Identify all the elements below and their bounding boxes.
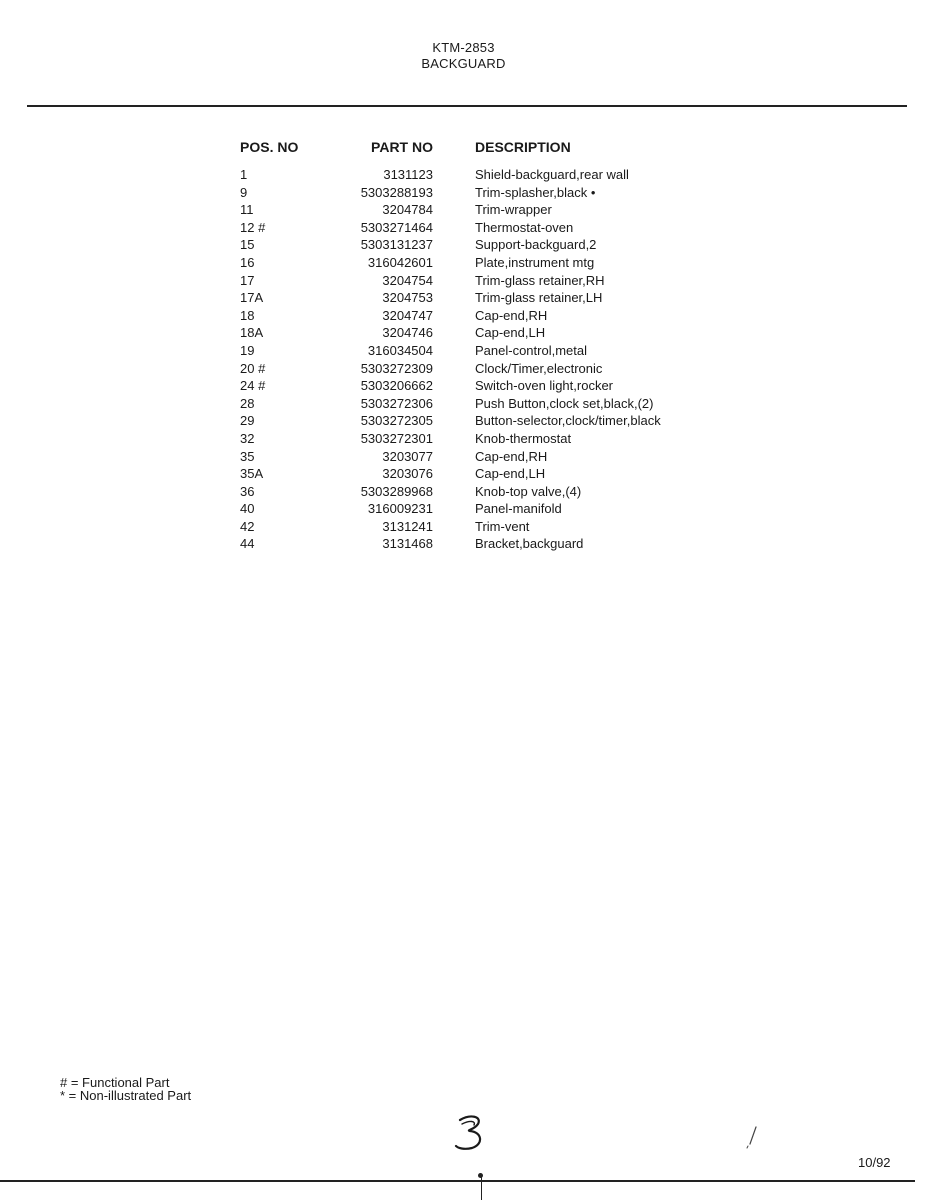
description-cell: Panel-manifold (475, 501, 562, 517)
pos-cell: 15 (240, 237, 255, 253)
table-row (240, 465, 661, 483)
description-cell: Cap-end,LH (475, 325, 546, 341)
description-cell: Trim-splasher,black • (475, 184, 596, 200)
description-cell: Knob-top valve,(4) (475, 483, 582, 499)
part-number-cell: 5303272305 (360, 413, 433, 429)
pos-cell: 17A (240, 290, 264, 306)
part-number-cell: 3204753 (382, 290, 433, 306)
part-number-cell: 3131241 (382, 518, 433, 534)
table-row (240, 500, 661, 518)
part-number-cell: 5303272301 (360, 430, 433, 446)
pos-cell: 12 # (240, 219, 266, 235)
pos-cell: 18 (240, 307, 255, 323)
table-row (240, 324, 661, 342)
part-number-cell: 3204784 (382, 202, 433, 218)
pos-cell: 36 (240, 483, 255, 499)
description-cell: Button-selector,clock/timer,black (475, 413, 661, 429)
table-row (240, 254, 661, 272)
part-number-cell: 5303271464 (360, 219, 433, 235)
model-number: KTM-2853 (432, 40, 495, 55)
table-row (240, 377, 661, 395)
part-number-cell: 3204754 (382, 272, 433, 288)
table-row (240, 342, 661, 360)
pos-cell: 35A (240, 466, 264, 482)
table-row (240, 412, 661, 430)
description-cell: Panel-control,metal (475, 342, 587, 358)
part-number-cell: 3131468 (382, 536, 433, 552)
table-row (240, 236, 661, 254)
description-cell: Switch-oven light,rocker (475, 378, 613, 394)
part-number-cell: 5303131237 (360, 237, 433, 253)
description-cell: Push Button,clock set,black,(2) (475, 395, 654, 411)
description-cell: Trim-vent (475, 518, 530, 534)
table-row (240, 289, 661, 307)
column-header-description: DESCRIPTION (475, 139, 571, 155)
pos-cell: 44 (240, 536, 255, 552)
pos-cell: 18A (240, 325, 264, 341)
part-number-cell: 3131123 (383, 167, 433, 182)
pos-cell: 42 (240, 518, 255, 534)
description-cell: Clock/Timer,electronic (475, 360, 603, 376)
part-number-cell: 316042601 (367, 254, 433, 270)
table-row (240, 307, 661, 325)
binding-tick (481, 1174, 482, 1200)
pos-cell: 32 (240, 430, 255, 446)
part-number-cell: 316009231 (367, 501, 433, 517)
pos-cell: 24 # (240, 378, 266, 394)
section-title: BACKGUARD (421, 56, 506, 71)
parts-table-body (240, 166, 661, 553)
part-number-cell: 3204747 (382, 307, 433, 323)
table-row (240, 483, 661, 501)
pos-cell: 28 (240, 395, 255, 411)
table-row (240, 272, 661, 290)
pos-cell: 20 # (240, 360, 266, 376)
footnote-non-illustrated: * = Non-illustrated Part (60, 1088, 192, 1103)
pos-cell: 16 (240, 254, 255, 270)
bottom-divider (0, 1180, 915, 1182)
pos-cell: 29 (240, 413, 255, 429)
table-row (240, 219, 661, 237)
pos-cell: 17 (240, 272, 255, 288)
table-row (240, 166, 661, 184)
table-row (240, 395, 661, 413)
table-header-row (240, 138, 661, 166)
description-cell: Cap-end,LH (475, 466, 546, 482)
table-row (240, 535, 661, 553)
footnotes (60, 1076, 191, 1102)
table-row (240, 448, 661, 466)
part-number-cell: 5303206662 (360, 378, 433, 394)
page-header (0, 40, 927, 72)
table-row (240, 201, 661, 219)
description-cell: Bracket,backguard (475, 536, 584, 552)
part-number-cell: 316034504 (367, 342, 433, 358)
description-cell: Plate,instrument mtg (475, 254, 595, 270)
table-row (240, 360, 661, 378)
description-cell: Support-backguard,2 (475, 237, 597, 253)
table-row (240, 184, 661, 202)
description-cell: Thermostat-oven (475, 219, 574, 235)
part-number-cell: 3203077 (382, 448, 433, 464)
page-date: 10/92 (858, 1155, 891, 1170)
column-header-pos: POS. NO (240, 139, 299, 155)
pos-cell: 9 (240, 184, 248, 200)
stray-pen-mark (742, 1124, 762, 1150)
part-number-cell: 5303272309 (360, 360, 433, 376)
pos-cell: 40 (240, 501, 255, 517)
top-divider (27, 105, 907, 107)
description-cell: Trim-wrapper (475, 202, 552, 218)
description-cell: Trim-glass retainer,LH (475, 290, 603, 306)
description-cell: Knob-thermostat (475, 430, 572, 446)
part-number-cell: 5303289968 (360, 483, 433, 499)
parts-table (240, 138, 661, 553)
part-number-cell: 3204746 (382, 325, 433, 341)
description-cell: Cap-end,RH (475, 307, 548, 323)
part-number-cell: 3203076 (382, 466, 433, 482)
part-number-cell: 5303288193 (360, 184, 433, 200)
description-cell: Trim-glass retainer,RH (475, 272, 605, 288)
description-cell: Cap-end,RH (475, 448, 548, 464)
pos-cell: 11 (240, 202, 254, 218)
pos-cell: 35 (240, 448, 255, 464)
pos-cell: 19 (240, 342, 255, 358)
column-header-part: PART NO (371, 139, 433, 155)
table-row (240, 518, 661, 536)
table-row (240, 430, 661, 448)
footnote-functional: # = Functional Part (60, 1075, 170, 1090)
description-cell: Shield-backguard,rear wall (475, 167, 629, 182)
handwritten-page-number (452, 1110, 492, 1154)
part-number-cell: 5303272306 (360, 395, 433, 411)
pos-cell: 1 (240, 167, 248, 182)
